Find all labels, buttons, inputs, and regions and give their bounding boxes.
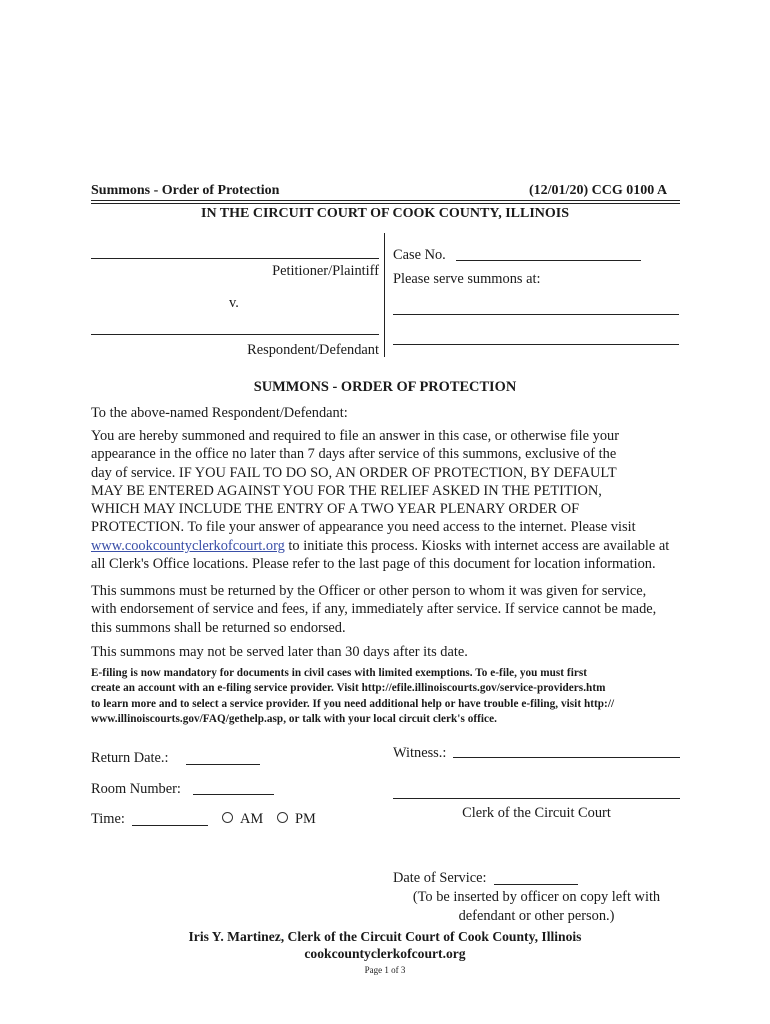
am-radio[interactable]: [222, 812, 233, 823]
pm-option[interactable]: PM: [277, 810, 316, 828]
petitioner-line: [91, 258, 379, 259]
return-date-field[interactable]: [186, 746, 260, 764]
case-no-label: Case No.: [393, 247, 446, 263]
clerk-signature-line: [393, 798, 680, 799]
respondent-field[interactable]: [91, 316, 379, 334]
return-date-line: [186, 764, 260, 765]
form-code: (12/01/20) CCG 0100 A: [529, 183, 668, 198]
am-option[interactable]: AM: [222, 810, 263, 828]
clerk-website-link[interactable]: www.cookcountyclerkofcourt.org: [91, 537, 285, 554]
summons-paragraph-2: This summons must be returned by the Officer or other person to whom it was given for service, with endorsement of service and fees, if any, immediately after service. If service cannot be made, this summons shall be returned so endorsed.: [91, 583, 657, 636]
witness-label: Witness.:: [393, 745, 447, 761]
date-of-service-label: Date of Service:: [393, 870, 487, 886]
court-title: IN THE CIRCUIT COURT OF COOK COUNTY, ILLINOIS: [201, 206, 569, 221]
footer-clerk-name: Iris Y. Martinez, Clerk of the Circuit Court of Cook County, Illinois: [188, 929, 582, 944]
service-note-line-1: (To be inserted by officer on copy left with: [412, 889, 661, 905]
time-field[interactable]: [132, 807, 208, 825]
clerk-label: Clerk of the Circuit Court: [462, 805, 611, 821]
return-date-label: Return Date.:: [91, 750, 169, 766]
serve-address-line-2: [393, 344, 679, 345]
header-rule-bottom: [91, 203, 680, 204]
serve-label: Please serve summons at:: [393, 271, 541, 287]
time-label: Time:: [91, 811, 125, 827]
summons-paragraph-3: This summons may not be served later than 30 days after its date.: [91, 644, 468, 660]
case-no-line: [456, 260, 641, 261]
date-of-service-line: [494, 884, 578, 885]
form-title: Summons - Order of Protection: [91, 183, 280, 198]
summons-paragraph-1: You are hereby summoned and required to file an answer in this case, or otherwise file your appearance in the office no later than 7 days after service of this summons, exclusive of the day of service. IF YOU FAIL TO DO SO, AN ORDER OF PROTECTION, BY DEFAULT MAY BE ENTERED AGAINST YOU FOR THE RELIEF ASKED IN THE PETITION, WHICH MAY INCLUDE THE ENTRY OF A TWO YEAR PLENARY ORDER OF PROTECTION. To file your answer of appearance you need access to the internet. Please visit www.cookcountyclerkofcourt.org to initiate this process. Kiosks with internet access are available at all Clerk's Office locations. Please refer to the last page of this document for location information.: [91, 428, 670, 573]
salutation: To the above-named Respondent/Defendant:: [91, 405, 348, 421]
service-note-line-2: defendant or other person.): [458, 908, 615, 924]
time-line: [132, 825, 208, 826]
petitioner-field[interactable]: [91, 240, 379, 258]
pm-radio[interactable]: [277, 812, 288, 823]
witness-line: [453, 757, 680, 758]
serve-address-field-1[interactable]: [393, 296, 679, 314]
room-number-field[interactable]: [193, 776, 274, 794]
respondent-label: Respondent/Defendant: [247, 342, 379, 358]
versus-label: v.: [229, 295, 239, 311]
serve-address-field-2[interactable]: [393, 326, 679, 344]
room-number-label: Room Number:: [91, 781, 181, 797]
page-number: Page 1 of 3: [364, 965, 406, 975]
room-number-line: [193, 794, 274, 795]
efiling-notice: E-filing is now mandatory for documents in civil cases with limited exemptions. To e-file, you must first create an account with an e-filing service provider. Visit http://efile.illinoiscourts.gov/service-providers.htm to learn more and to select a service provider. If you need additional help or have trouble e-filing, visit http:// www.illinoiscourts.gov/FAQ/gethelp.asp, or talk with your local circuit clerk's office.: [91, 667, 615, 725]
petitioner-label: Petitioner/Plaintiff: [272, 263, 379, 279]
witness-field[interactable]: [453, 739, 680, 757]
case-no-field[interactable]: [456, 242, 641, 260]
respondent-line: [91, 334, 379, 335]
serve-address-line-1: [393, 314, 679, 315]
footer-website: cookcountyclerkofcourt.org: [304, 946, 466, 961]
header-rule-top: [91, 200, 680, 201]
caption-divider: [384, 233, 385, 357]
summons-title: SUMMONS - ORDER OF PROTECTION: [253, 379, 517, 395]
date-of-service-field[interactable]: [494, 866, 578, 884]
